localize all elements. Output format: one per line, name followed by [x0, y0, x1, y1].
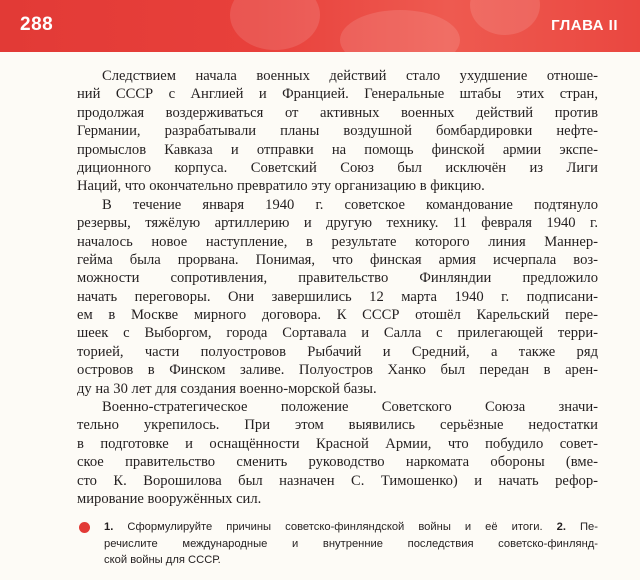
chapter-label: ГЛАВА II [551, 17, 618, 34]
text-line: торией, части полуостровов Рыбачий и Средний, а также ряд [77, 343, 598, 360]
text-line: в подготовке и оснащённости Красной Армии, что побудило совет- [77, 435, 598, 452]
text-line: мирование вооружённых сил. [77, 490, 262, 507]
text-line: шеек с Выборгом, города Сортавала и Салла с прилегающей терри- [77, 325, 598, 342]
page-number: 288 [20, 14, 54, 35]
text-line: сто К. Ворошилова был назначен С. Тимошенко) и начать рефор- [77, 472, 598, 489]
question-line: ской войны для СССР. [104, 554, 221, 566]
question-number: 2. [556, 521, 566, 533]
question-number: 1. [104, 521, 114, 533]
paragraph [77, 196, 598, 398]
text-line: Германии, разрабатывали планы воздушной бомбардировки нефте- [77, 123, 598, 140]
page-header [0, 0, 640, 52]
text-line: островов в Финском заливе. Полуостров Ханко был передан в арен- [77, 362, 598, 379]
paragraph [77, 398, 598, 508]
header-texture [340, 10, 460, 52]
text-line: диционного корпуса. Советский Союз был исключён из Лиги [77, 159, 598, 176]
text-line: Наций, что окончательно превратило эту организацию в фикцию. [77, 178, 485, 195]
text-line: Военно-стратегическое положение Советского Союза значи- [102, 399, 598, 416]
text-line: продолжая воздерживаться от активных военных действий против [77, 104, 598, 121]
question-bullet-icon [79, 522, 90, 533]
header-texture [470, 0, 540, 35]
text-line: гейма была прорвана. Понимая, что финская армия исчерпала воз- [77, 251, 598, 268]
question-line: речислите международные и внутренние последствия советско-финлянд- [104, 537, 598, 550]
body-text [77, 67, 598, 508]
text-line: ское правительство сменить руководство наркомата обороны (вме- [77, 454, 598, 471]
header-texture [230, 0, 320, 50]
text-line: можности сопротивления, правительство Финляндии предложило [77, 270, 598, 287]
text-line: ний СССР с Англией и Францией. Генеральные штабы этих стран, [77, 86, 598, 103]
text-line: промыслов Кавказа и отправки на помощь финской армии экспе- [77, 141, 598, 158]
question-text: Сформулируйте причины советско-финляндской войны и её итоги. [127, 521, 543, 533]
text-line: ду на 30 лет для создания военно-морской базы. [77, 380, 377, 397]
paragraph [77, 67, 598, 196]
text-line: начать переговоры. Они завершились 12 марта 1940 г. подписани- [77, 288, 598, 305]
text-line: Следствием начала военных действий стало ухудшение отноше- [102, 68, 598, 84]
text-line: резервы, тяжёлую артиллерию и другую технику. 11 февраля 1940 г. [77, 215, 598, 232]
text-line: ем в Москве мирного договора. К СССР отошёл Карельский пере- [77, 307, 598, 324]
text-line: тельно укрепилось. При этом выявились серьёзные недостатки [77, 417, 598, 434]
text-line: началось новое наступление, в результате которого линия Маннер- [77, 233, 598, 250]
question-text: Пе- [580, 521, 599, 533]
text-line: В течение января 1940 г. советское командование подтянуло [102, 196, 598, 213]
questions-block [104, 519, 598, 569]
question-line [104, 519, 598, 536]
